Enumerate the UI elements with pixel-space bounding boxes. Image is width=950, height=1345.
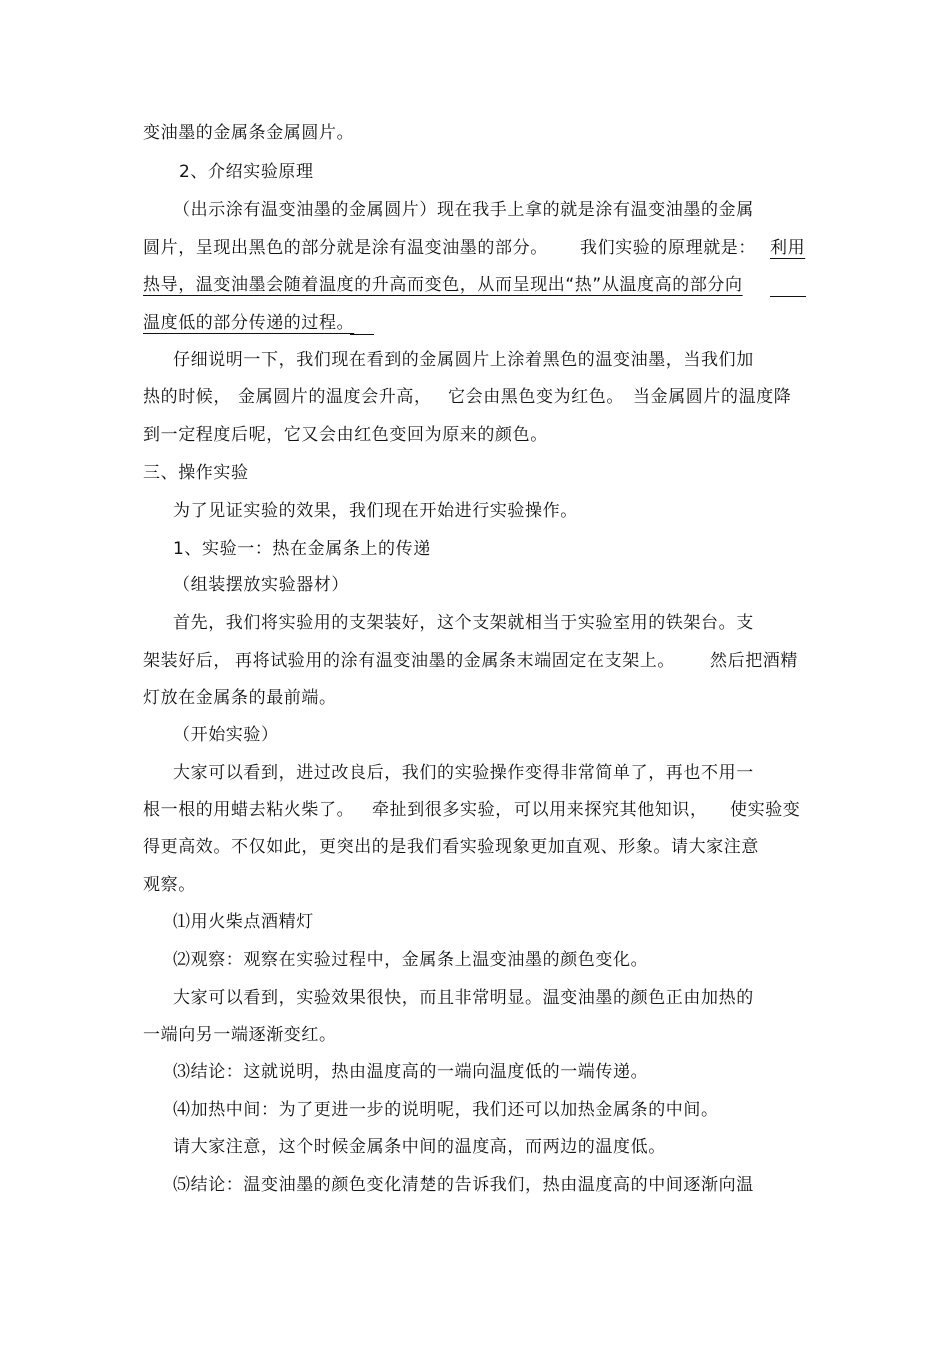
paragraph-line: 为了见证实验的效果，我们现在开始进行实验操作。 [173, 501, 578, 521]
underline-rule [770, 296, 806, 297]
paragraph-line: 当金属圆片的温度降 [633, 387, 792, 407]
list-item: ⑷加热中间：为了更进一步的说明呢，我们还可以加热金属条的中间。 [173, 1100, 719, 1120]
paragraph-line: 得更高效。不仅如此，更突出的是我们看实验现象更加直观、形象。请大家注意 [143, 837, 759, 857]
paragraph-line: （开始实验） [173, 725, 279, 745]
list-item: ⑵观察：观察在实验过程中，金属条上温变油墨的颜色变化。 [173, 950, 649, 970]
underline-rule [350, 334, 374, 335]
paragraph-line: 它会由黑色变为红色。 [448, 387, 624, 407]
paragraph-line: 金属圆片的温度会升高， [238, 387, 432, 407]
paragraph-line: 牵扯到很多实验， [372, 800, 513, 820]
paragraph-line: 再将试验用的涂有温变油墨的金属条末端固定在支架上。 [235, 651, 675, 671]
paragraph-line: 一端向另一端逐渐变红。 [143, 1025, 337, 1045]
list-item: ⑴用火柴点酒精灯 [173, 912, 314, 932]
underlined-text: 热导，温变油墨会随着温度的升高而变色，从而呈现出“热”从温度高的部分向 [143, 275, 743, 295]
paragraph-line: 我们实验的原理就是： [580, 238, 756, 258]
paragraph-line: 使实验变 [730, 800, 801, 820]
paragraph-line: 然后把酒精 [710, 651, 798, 671]
underlined-text: 温度低的部分传递的过程。 [143, 313, 355, 333]
paragraph-line: 观察。 [143, 875, 196, 895]
paragraph-line: 变油墨的金属条金属圆片。 [143, 123, 355, 143]
paragraph-line: 热的时候， [143, 387, 231, 407]
paragraph-line: 圆片，呈现出黑色的部分就是涂有温变油墨的部分。 [143, 238, 548, 258]
section-heading: 1、实验一：热在金属条上的传递 [173, 539, 431, 559]
paragraph-line: 首先，我们将实验用的支架装好，这个支架就相当于实验室用的铁架台。支 [173, 613, 754, 633]
list-item: ⑸结论：温变油墨的颜色变化清楚的告诉我们，热由温度高的中间逐渐向温 [173, 1175, 754, 1195]
paragraph-line: 请大家注意，这个时候金属条中间的温度高，而两边的温度低。 [173, 1137, 666, 1157]
paragraph-line: 到一定程度后呢，它又会由红色变回为原来的颜色。 [143, 425, 548, 445]
list-item: ⑶结论：这就说明，热由温度高的一端向温度低的一端传递。 [173, 1062, 649, 1082]
section-heading: 2、介绍实验原理 [179, 162, 314, 182]
underlined-text: 利用 [770, 238, 806, 258]
section-heading: 三、操作实验 [143, 463, 249, 483]
paragraph-line: 架装好后， [143, 651, 231, 671]
paragraph-line: 大家可以看到，实验效果很快，而且非常明显。温变油墨的颜色正由加热的 [173, 988, 754, 1008]
paragraph-line: 可以用来探究其他知识， [514, 800, 708, 820]
paragraph-line: （出示涂有温变油墨的金属圆片）现在我手上拿的就是涂有温变油墨的金属 [173, 200, 754, 220]
paragraph-line: 仔细说明一下，我们现在看到的金属圆片上涂着黑色的温变油墨，当我们加 [173, 350, 754, 370]
paragraph-line: 大家可以看到，进过改良后，我们的实验操作变得非常简单了，再也不用一 [173, 763, 754, 783]
paragraph-line: 根一根的用蜡去粘火柴了。 [143, 800, 355, 820]
paragraph-line: （组装摆放实验器材） [173, 575, 349, 595]
paragraph-line: 灯放在金属条的最前端。 [143, 688, 337, 708]
